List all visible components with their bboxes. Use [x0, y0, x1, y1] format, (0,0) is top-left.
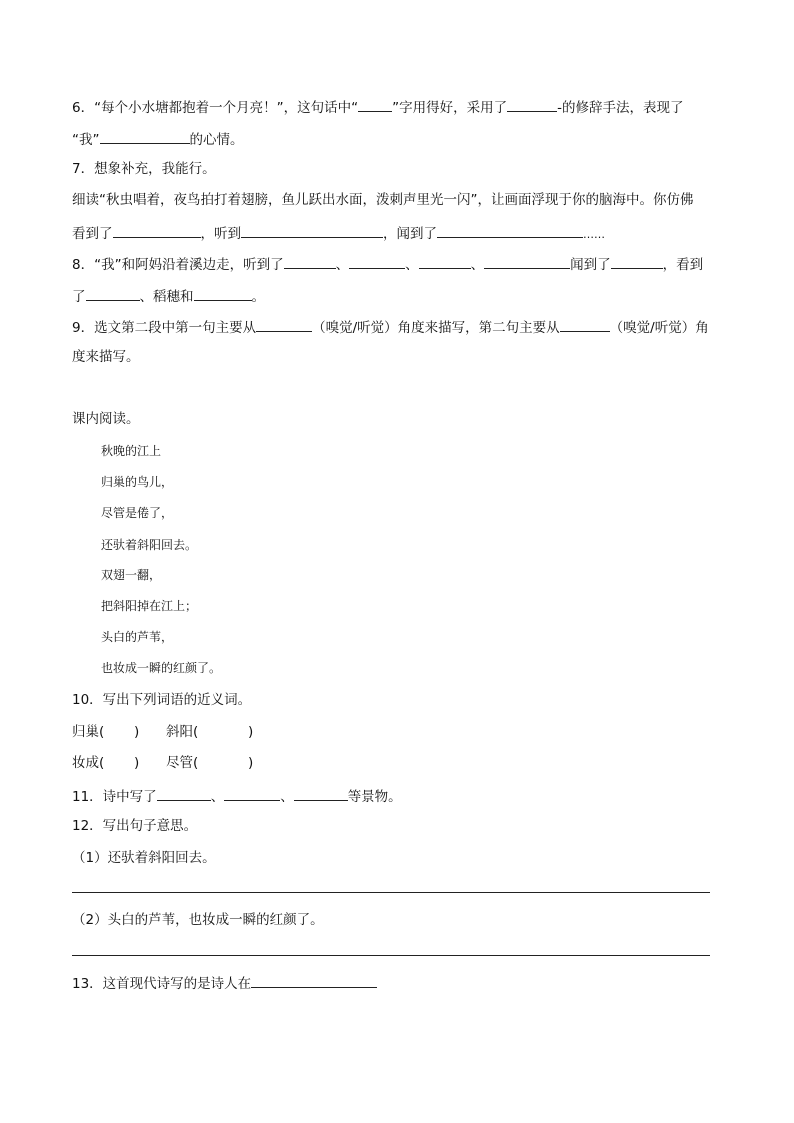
q8-sep-1: 、: [335, 257, 350, 273]
q6-blank-3[interactable]: [100, 128, 190, 144]
q7-text-4: ，闻到了: [383, 226, 437, 242]
q11-sep-2: 、: [280, 789, 294, 805]
poem-line-7: 头白的芦苇，: [101, 630, 174, 644]
q10-close-4: ): [248, 755, 254, 771]
q9-text-2: （嗅觉/听觉）角度来描写，第二句主要从: [312, 320, 560, 336]
question-10-row-2: [72, 753, 253, 773]
q6-text-5: 的心情。: [189, 132, 244, 148]
question-10-row-1: [72, 722, 253, 742]
poem-line-5: 双翅一翻，: [101, 568, 162, 582]
q9-blank-2[interactable]: [560, 316, 610, 332]
question-7-line-2: [72, 222, 605, 245]
q7-text-3: ，听到: [200, 226, 241, 242]
q8-text-3: ，看到: [662, 257, 704, 273]
question-7-title: 7．想象补充，我能行。: [72, 161, 216, 177]
question-12-sentence-2: （2）头白的芦苇，也妆成一瞬的红颜了。: [72, 912, 324, 928]
q8-text-2: 闻到了: [570, 257, 611, 273]
q6-blank-1[interactable]: [358, 96, 392, 112]
q8-blank-5[interactable]: [611, 253, 663, 269]
q10-close-3: ): [134, 755, 140, 771]
q8-sep-3: 、: [470, 257, 485, 273]
q11-text-2: 等景物。: [347, 789, 402, 805]
q10-word-4: 尽管(: [166, 755, 199, 771]
question-8-line-2: [72, 285, 265, 307]
q6-blank-2[interactable]: [507, 96, 557, 112]
q11-sep-1: 、: [210, 789, 225, 805]
q8-sep-2: 、: [405, 257, 419, 273]
q8-text-6: 。: [251, 289, 265, 305]
q8-text-5: 、稻穗和: [139, 289, 194, 305]
question-12-title: 12．写出句子意思。: [72, 818, 198, 834]
q7-blank-2[interactable]: [241, 222, 383, 238]
q10-close-2: ): [248, 724, 254, 740]
q9-blank-1[interactable]: [256, 316, 312, 332]
poem-line-3: 尽管是倦了，: [101, 506, 174, 520]
question-6-line-1: [72, 96, 683, 118]
answer-line-2[interactable]: [72, 955, 710, 956]
q9-text-1: 9．选文第二段中第一句主要从: [72, 320, 257, 336]
poem-line-1: 秋晚的江上: [101, 444, 162, 458]
q8-blank-6[interactable]: [86, 285, 140, 301]
question-6-line-2: [72, 128, 244, 150]
q8-blank-3[interactable]: [419, 253, 471, 269]
poem-line-6: 把斜阳掉在江上；: [101, 599, 198, 613]
section-title: 课内阅读。: [72, 411, 140, 427]
q6-text-2: ”字用得好，采用了: [392, 100, 508, 116]
poem-line-2: 归巢的鸟儿，: [101, 475, 174, 489]
poem-line-8: 也妆成一瞬的红颜了。: [101, 661, 222, 675]
question-8-line-1: [72, 253, 703, 275]
q10-word-3: 妆成(: [72, 755, 105, 771]
question-9-line-2: 度来描写。: [72, 349, 140, 365]
q7-text-5: ……: [583, 228, 605, 241]
q10-word-2: 斜阳(: [166, 724, 199, 740]
q7-blank-3[interactable]: [437, 222, 583, 238]
q8-text-1: 8．“我”和阿妈沿着溪边走，听到了: [72, 257, 284, 273]
q8-blank-4[interactable]: [484, 253, 570, 269]
q9-text-3: （嗅觉/听觉）角: [609, 320, 709, 336]
q8-blank-2[interactable]: [349, 253, 405, 269]
poem-line-4: 还驮着斜阳回去。: [101, 538, 198, 552]
q8-text-4: 了: [72, 289, 86, 305]
q6-text-3: -的修辞手法，表现了: [557, 100, 684, 116]
q10-close-1: ): [134, 724, 140, 740]
q13-text-1: 13．这首现代诗写的是诗人在: [72, 976, 252, 992]
q11-blank-2[interactable]: [224, 785, 280, 801]
q7-text-2: 看到了: [72, 226, 113, 242]
q8-blank-7[interactable]: [194, 285, 252, 301]
question-9-line-1: [72, 316, 709, 338]
question-13-line: [72, 972, 377, 994]
q11-blank-3[interactable]: [294, 785, 348, 801]
q7-blank-1[interactable]: [113, 222, 201, 238]
question-12-sentence-1: （1）还驮着斜阳回去。: [72, 850, 216, 866]
q6-text-1: 6．“每个小水塘都抱着一个月亮！”，这句话中“: [72, 100, 359, 116]
question-10-title: 10．写出下列词语的近义词。: [72, 692, 252, 708]
q11-blank-1[interactable]: [157, 785, 211, 801]
q13-blank-1[interactable]: [251, 972, 377, 988]
question-11-line: [72, 785, 402, 807]
answer-line-1[interactable]: [72, 892, 710, 893]
q8-blank-1[interactable]: [284, 253, 336, 269]
q11-text-1: 11．诗中写了: [72, 789, 157, 805]
q6-text-4: “我”: [72, 132, 100, 148]
q10-word-1: 归巢(: [72, 724, 105, 740]
question-7-line-1: 细读“秋虫唱着，夜鸟拍打着翅膀，鱼儿跃出水面，泼刺声里光一闪”，让画面浮现于你的脑海中。你仿佛: [72, 192, 694, 208]
